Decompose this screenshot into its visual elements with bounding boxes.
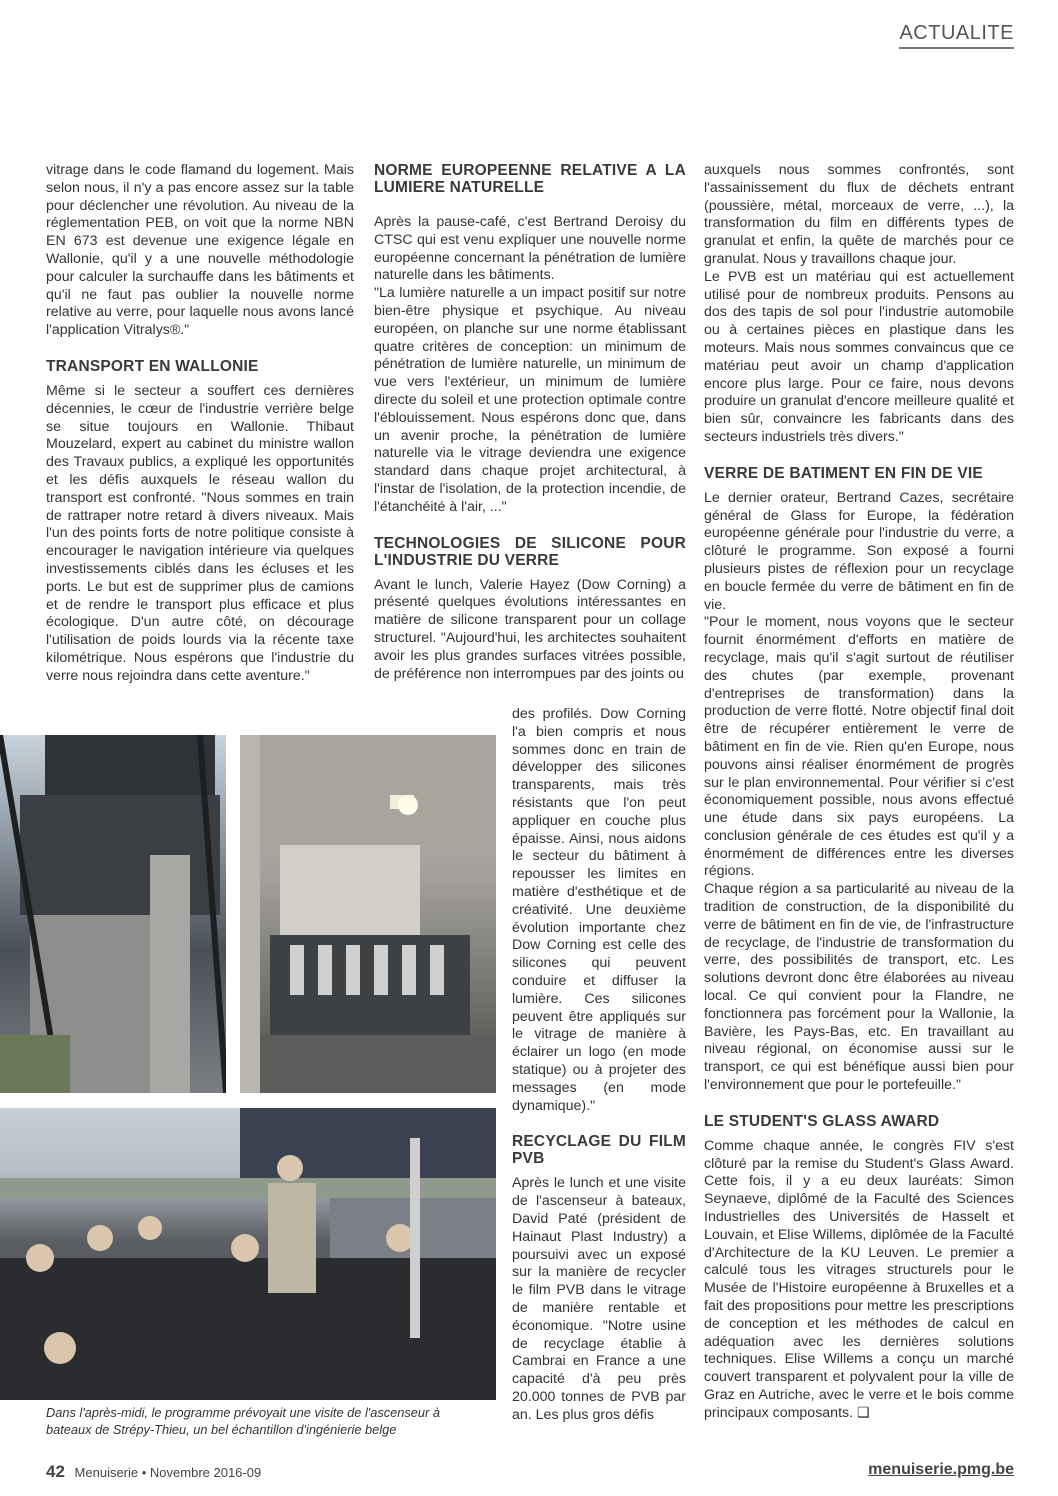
paragraph: Le PVB est un matériau qui est actuellement utilisé pour de nombreux produits. Pensons au dos des tapis de sol pour l'industrie automobile ou à certaines pièces en plastique dans les moteurs. Mais nous sommes convaincus que ce matériau peut avoir un champ d'application encore plus large. Pour ce faire, nous devons produire un granulat d'encore meilleure qualité et bien sûr, convaincre les fabricants dans des secteurs industriels très divers." <box>704 268 1014 445</box>
section-title: ACTUALITE <box>899 22 1014 49</box>
paragraph: "La lumière naturelle a un impact positif sur notre bien-être physique et psychique. Au niveau européen, on planche sur une norme établissant quatre critères de conception: un minimum de pénétration de lumière naturelle, un minimum de vue vers l'extérieur, un minimum de lumière directe du soleil et une protection optimale contre l'éblouissement. Nous espérons donc que, dans un avenir proche, la pénétration de lumière naturelle via le vitrage deviendra une exigence standard dans chaque projet architectural, à l'instar de l'isolation, de la protection incendie, de l'étanchéité à l'air, ..." <box>374 285 686 515</box>
paragraph: "Pour le moment, nous voyons que le secteur fournit énormément d'efforts en matière de recyclage, mais qu'il s'agit surtout de réutiliser des chutes (par exemple, provenant d'entreprises de transformation) dans la production de verre flotté. Notre objectif final doit être de récupérer entièrement le verre de bâtiment en fin de vie. Rien qu'en Europe, nous pouvons ainsi réaliser énormément de progrès sur le plan environnemental. Pour vérifier si c'est économiquement possible, nous avons effectué une étude dans six pays européens. La conclusion générale de ces études est qu'il y a énormément de différences entre les diverses régions. <box>704 614 1014 880</box>
paragraph: Avant le lunch, Valerie Hayez (Dow Corning) a présenté quelques évolutions intéressantes en matière de silicone transparent pour un collage structurel. "Aujourd'hui, les architectes souhaitent avoir les plus grandes surfaces vitrées possible, de préférence non interrompues par des joints ou <box>374 576 686 682</box>
magazine-issue: Menuiserie • Novembre 2016-09 <box>74 1465 262 1480</box>
paragraph: Le dernier orateur, Bertrand Cazes, secrétaire général de Glass for Europe, la fédération européenne générale pour l'industrie du verre, a clôturé le programme. Son exposé a fourni plusieurs pistes de réflexion pour un recyclage en boucle fermée du verre de bâtiment en fin de vie. <box>704 489 1014 613</box>
heading-silicone: TECHNOLOGIES DE SILICONE POUR L'INDUSTRIE DU VERRE <box>374 534 686 569</box>
page-number: 42 <box>46 1462 65 1481</box>
photo-caption: Dans l'après-midi, le programme prévoyait une visite de l'ascenseur à bateaux de Strépy-Thieu, un bel échantillon d'ingénierie belge <box>46 1405 440 1437</box>
paragraph: Même si le secteur a souffert ces dernières décennies, le cœur de l'industrie verrière belge se situe toujours en Wallonie. Thibaut Mouzelard, expert au cabinet du ministre wallon des Travaux publics, a expliqué les opportunités et les défis auxquels le réseau wallon du transport est confronté. "Nous sommes en train de rattraper notre retard à divers niveaux. Mais l'un des points forts de notre politique consiste à encourager le navigation intérieure via quelques investissements ciblés dans les écluses et les ports. Le but est de supprimer plus de camions et de rendre le transport plus efficace et plus écologique. D'un autre côté, on décourage l'utilisation de poids lourds via la récente taxe kilométrique. Nous espérons que l'industrie du verre nous rejoindra dans cette aventure." <box>46 382 354 684</box>
photo-machine-room <box>240 735 496 1093</box>
website-link[interactable]: menuiserie.pmg.be <box>868 1461 1014 1478</box>
article-column-3 <box>704 162 1014 1423</box>
paragraph: des profilés. Dow Corning l'a bien compris et nous sommes donc en train de développer des silicones transparents, mais très résistants que l'on peut appliquer en couche plus épaisse. Ainsi, nous aidons le secteur du bâtiment à repousser les limites en matière d'esthétique et de créativité. Une deuxième évolution importante chez Dow Corning est celle des silicones qui peuvent conduire et diffuser la lumière. Ces silicones peuvent être appliqués sur le vitrage de manière à éclairer un logo (en mode statique) ou à projeter des messages (en mode dynamique)." <box>512 706 686 1114</box>
heading-norme: NORME EUROPEENNE RELATIVE A LA LUMIERE NATURELLE <box>374 162 686 196</box>
heading-verre-fin-de-vie: VERRE DE BATIMENT EN FIN DE VIE <box>704 464 983 482</box>
end-of-article-mark: ❑ <box>857 1404 870 1421</box>
article-column-2 <box>374 162 686 683</box>
article-column-1 <box>46 162 354 686</box>
paragraph: Comme chaque année, le congrès FIV s'est clôturé par la remise du Student's Glass Award. Cette fois, il y a eu deux lauréats: Simon Seynaeve, diplômé de la Faculté des Sciences Industrielles des Universités de Hasselt et Louvain, et Elise Willems, diplômée de la Faculté d'Architecture de la KU Leuven. Le premier a calculé tous les vitrages structurels pour le Musée de l'Histoire européenne à Bruxelles et a fait des propositions pour mettre les prescriptions de conception et les méthodes de calcul en adéquation avec les dernières solutions techniques. Elise Willems a conçu un marché couvert transparent et polyvalent pour la ville de Graz en Autriche, avec le verre et le bois comme principaux composants. ❑ <box>704 1137 1014 1421</box>
photo-boat-lift-structure <box>0 735 226 1093</box>
footer-left <box>46 1462 261 1482</box>
paragraph: Après la pause-café, c'est Bertrand Deroisy du CTSC qui est venu expliquer une nouvelle norme européenne concernant la pénétration de lumière naturelle dans les bâtiments. <box>374 214 686 284</box>
heading-students-glass-award: LE STUDENT'S GLASS AWARD <box>704 1112 940 1130</box>
photo-boat-visit-group <box>0 1108 496 1400</box>
paragraph: Chaque région a sa particularité au niveau de la tradition de construction, de la disponibilité du verre de bâtiment en fin de vie, de l'infrastructure de recyclage, de l'industrie de transformation du verre, des possibilités de transport, etc. Les solutions devront donc être élaborées au niveau local. Ce qui convient pour la Flandre, ne fonctionnera pas forcément pour la Wallonie, la Bavière, les Pays-Bas, etc. En travaillant au niveau régional, on économise aussi sur le transport, ce qui est bénéfique aussi bien pour l'environnement que pour le portefeuille." <box>704 881 1014 1094</box>
heading-recyclage: RECYCLAGE DU FILM PVB <box>512 1133 686 1168</box>
paragraph: vitrage dans le code flamand du logement. Mais selon nous, il n'y a pas encore assez sur la table pour déclencher une révolution. Au niveau de la réglementation PEB, on voit que la norme NBN EN 673 est devenue une exigence légale en Wallonie, qu'il y a une nouvelle méthodologie pour calculer la surchauffe dans les bâtiments et qu'il ne faut pas oublier la nouvelle norme relative au verre, pour laquelle nous avons lancé l'application Vitralys®." <box>46 162 354 339</box>
heading-transport: TRANSPORT EN WALLONIE <box>46 357 259 375</box>
paragraph: auxquels nous sommes confrontés, sont l'assainissement du flux de déchets entrant (poussière, métal, morceaux de verre, ...), la transformation du film en différents types de granulat et enfin, la quête de marchés pour ce granulat. Nous y travaillons chaque jour. <box>704 162 1014 267</box>
paragraph: Après le lunch et une visite de l'ascenseur à bateaux, David Paté (président de Hainaut Plast Industry) a poursuivi avec un exposé sur la manière de recycler le film PVB dans le vitrage de manière rentable et économique. "Notre usine de recyclage établie à Cambrai en France a une capacité d'à peu près 20.000 tonnes de PVB par an. Les plus gros défis <box>512 1175 686 1423</box>
article-column-2-continued <box>512 706 686 1424</box>
